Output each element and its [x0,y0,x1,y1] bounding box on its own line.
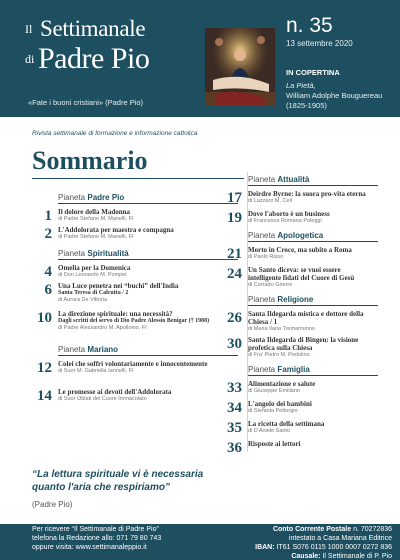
padre-pio-quote [32,468,332,494]
footer-bar [0,524,400,560]
page-number: 34 [227,400,242,416]
section-prefix: Pianeta [58,193,86,202]
postal-account-line [255,525,392,534]
page-number: 10 [37,310,52,326]
entry-title: Deirdre Byrne: la suora pro-vita eterna [248,190,366,198]
iban-label: IBAN: [255,544,275,551]
entry-author: di Aurora De Vittoria [58,297,108,303]
cover-caption-author: William Adolphe Bouguereau (1825-1905) [286,91,383,110]
entry-subtitle: Santa Teresa di Calcutta / 2 [58,290,129,296]
page-number: 14 [37,388,52,404]
entry-author: di Padre Stefano M. Manelli, FI [58,234,134,240]
cover-caption-label: IN COPERTINA [286,68,340,77]
entry-title: Un Santo diceva: se vuoi essere intelligente fidati del Cuore di Gesù [248,266,355,282]
entry-author: di Suor M. Gabriella Iannelli, FI [58,368,134,374]
issue-date: 13 settembre 2020 [286,39,353,48]
quote-author: (Padre Pio) [32,500,73,509]
website-link[interactable]: oppure visita: www.settimanaleppio.it [32,544,147,551]
entry-title: Alimentazione e salute [248,380,316,388]
entry-title: La direzione spirituale: una necessità? [58,310,173,318]
page-number: 4 [44,264,52,280]
tagline: Rivista settimanale di formazione e informazione cattolica [32,130,198,137]
iban-value: IT61 S076 0115 1000 0007 0272 836 [274,544,392,551]
postal-account-number: n. 70272836 [351,526,392,533]
page-number: 6 [44,282,52,298]
entry-title: Morto in Croce, ma subito a Roma [248,246,352,254]
entry-author: di Suor Oblati del Cuore Immacolato [58,396,147,402]
page-number: 17 [227,190,242,206]
section-name: Mariano [87,345,119,354]
section-name: Famiglia [277,365,310,374]
postal-account-label: Conto Corrente Postale [272,526,352,533]
section-header-apologetica [248,230,378,242]
page-number: 21 [227,246,242,262]
page-number: 30 [227,336,242,352]
entry-title: Santa Ildegarda di Bingen: la visione profetica sulla Chiesa [248,336,359,352]
iban-line [255,543,392,552]
subscription-line: Per ricevere “Il Settimanale di Padre Pio” [32,526,159,533]
header-banner [0,0,400,117]
section-prefix: Pianeta [248,175,276,184]
entry-title: Omelia per la Domenica [58,264,131,272]
section-name: Attualità [277,175,310,184]
subscription-info [32,525,161,552]
entry-title: L'Addolorata per maestra e compagna [58,226,174,234]
quote-line: “La lettura spirituale vi è necessaria [32,469,204,480]
payment-info [255,525,392,560]
entry-title: Il dolore della Madonna [58,208,131,216]
issue-number: n. 35 [286,14,333,37]
cover-caption-title: La Pietà, [286,81,316,90]
section-prefix: Pianeta [248,295,276,304]
entry-author: di Lazzaro M. Celi [248,198,293,204]
entry-author: di D'Aniele Santo [248,428,291,434]
section-prefix: Pianeta [58,345,86,354]
entry-title: Dove l'aborto è un business [248,210,330,218]
section-name: Apologetica [277,231,324,240]
account-holder-line: intestato a Casa Mariana Editrice [288,535,392,542]
logo-di: di [25,52,35,66]
page-number: 19 [227,210,242,226]
page-number: 1 [44,208,52,224]
section-prefix: Pianeta [248,365,276,374]
entry-author: di Padre Stefano M. Manelli, FI [58,216,134,222]
section-header-attualita [248,174,378,186]
page-number: 24 [227,266,242,282]
entry-author: di Francesca Romana Poleggi [248,218,322,224]
issue-info [286,14,353,48]
magazine-logo [22,8,197,88]
entry-title: Risposte ai lettori [248,440,301,448]
causale-line [255,552,392,560]
cover-painting-image [205,28,275,106]
page-number: 36 [227,440,242,456]
section-header-mariano [58,344,238,356]
section-name: Padre Pio [87,193,125,202]
phone-line: telefona la Redazione allo: 071 79 80 743 [32,535,162,542]
logo-settimanale: Settimanale [40,16,146,41]
section-name: Spiritualità [87,249,129,258]
entry-author: di Corrado Gnerre [248,282,293,288]
entry-title: Le promesse ai devoti dell'Addolorata [58,388,172,396]
entry-title: Colei che soffrì volontariamente e innocentemente [58,360,208,368]
section-header-spiritualita [58,248,238,260]
entry-author: di Don Leonardo M. Pompei [58,272,127,278]
entry-author: di Padre Alessandro M. Apollonio, FI [58,325,147,331]
page-number: 12 [37,360,52,376]
entry-author: di Giuseppe Emiliano [248,388,300,394]
page-number: 35 [227,420,242,436]
title-divider [32,178,244,179]
entry-title: Santa Ildegarda mistica e dottore della Chiesa / 1 [248,310,364,326]
entry-title: Una Luce penetra nei “buchi” dell'India [58,282,179,290]
entry-author: di Fra' Pietro M. Pedolino [248,352,310,358]
page-number: 2 [44,226,52,242]
entry-author: di Paolo Risso [248,254,284,260]
section-name: Religione [277,295,314,304]
entry-author: di Maria Ilaria Tremamunno [248,326,315,332]
quote-line: quanto l'aria che respiriamo” [32,482,170,493]
section-header-religione [248,294,378,306]
section-header-padre-pio [58,192,238,204]
causale-value: Il Settimanale di P. Pio [320,553,392,560]
section-header-famiglia [248,364,378,376]
page-number: 26 [227,310,242,326]
logo-padre-pio: Padre Pio [38,42,150,75]
entry-title: L'angolo dei bambini [248,400,312,408]
page-number: 33 [227,380,242,396]
entry-author: di Stefania Pettorgio [248,408,298,414]
cover-caption [286,68,398,111]
logo-il: Il [25,22,33,36]
page-title: Sommario [32,146,148,175]
entry-subtitle: Dagli scritti del servo di Dio Padre Alessio Benigar († 1988) [58,318,210,324]
motto: «Fate i buoni cristiani» (Padre Pio) [28,98,144,107]
entry-title: La ricetta della settimana [248,420,325,428]
causale-label: Causale: [291,553,321,560]
section-prefix: Pianeta [58,249,86,258]
section-prefix: Pianeta [248,231,276,240]
